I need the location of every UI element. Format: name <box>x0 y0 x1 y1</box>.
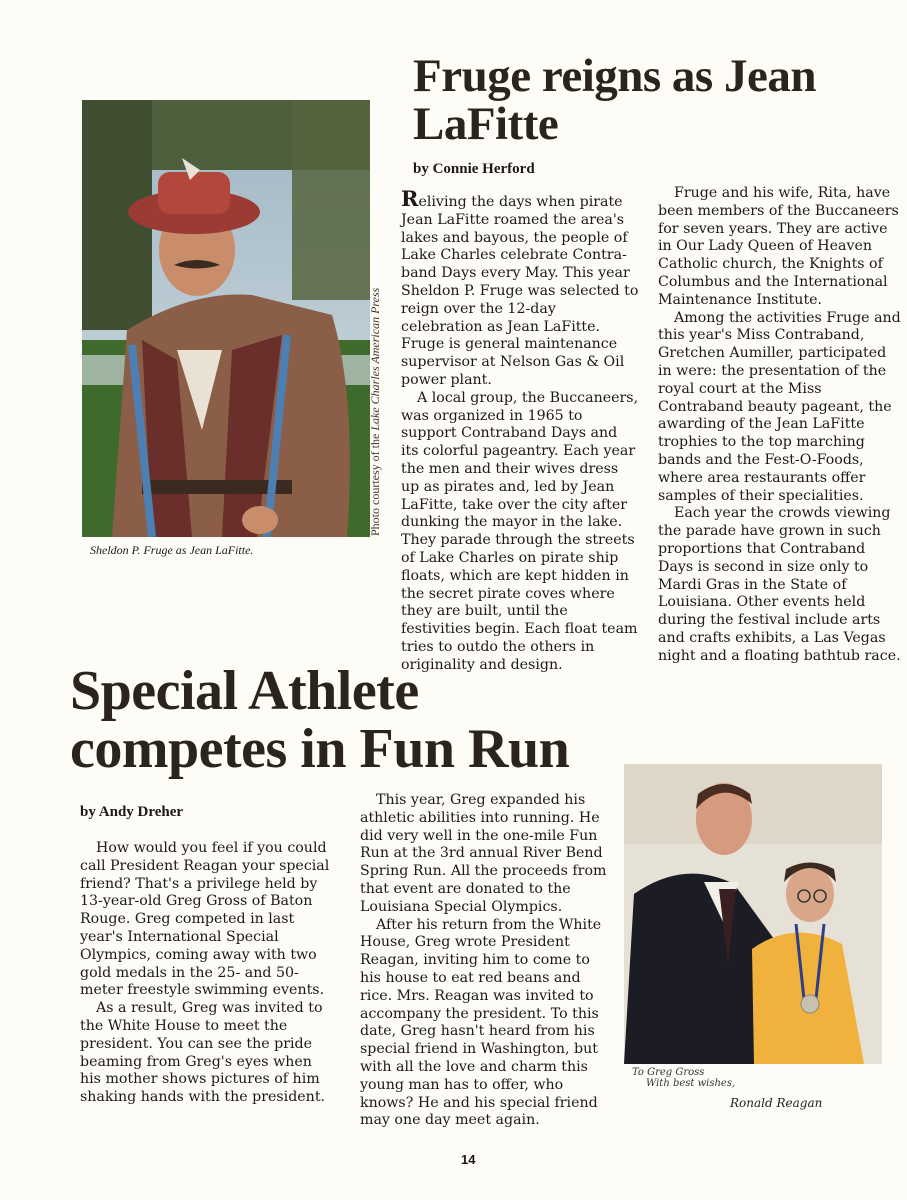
article1-headline: Fruge reigns as Jean LaFitte <box>413 50 816 150</box>
page-number: 14 <box>461 1152 476 1167</box>
photo-inscription <box>632 1067 752 1089</box>
inscription-line2: With best wishes, <box>646 1078 736 1089</box>
reagan-signature: Ronald Reagan <box>730 1096 823 1110</box>
article2-column1 <box>80 840 330 1107</box>
reagan-greg-photo <box>624 764 882 1064</box>
article1-column1 <box>401 186 639 675</box>
article1-paragraph: Among the activities Fruge and this year's Miss Contraband, Gretchen Aumiller, participated in were: the presentation of the royal court at the Miss Contraband beauty pageant, the awarding of the Jean LaFitte trophies to the top marching bands and the Fest-O-Foods, where area restaurants offer samples of their specialities. <box>658 309 901 504</box>
jean-lafitte-photo <box>82 100 370 537</box>
photo-credit-source: Lake Charles American Press <box>368 287 382 431</box>
article2-paragraph: This year, Greg expanded his athletic abilities into running. He did very well in the one-mile Fun Run at the 3rd annual River Bend Spring Run. All the proceeds from that event are donated to the Louisiana Special Olympics. <box>360 792 607 915</box>
article2-column2 <box>360 792 610 1130</box>
article1-paragraph-text: eliving the days when pirate Jean LaFitte roamed the area's lakes and bayous, the people of Lake Charles celebrate Contra-band Days every May. This year Sheldon P. Fruge was selected to reign over the 12-day celebration as Jean LaFitte. Fruge is general maintenance supervisor at Nelson Gas & Oil power plant. <box>401 194 639 388</box>
photo-credit <box>368 288 383 536</box>
article1-paragraph: Fruge and his wife, Rita, have been members of the Buccaneers for seven years. They are active in Our Lady Queen of Heaven Catholic church, the Knights of Columbus and the International Maintenance Institute. <box>658 185 899 308</box>
article2-paragraph: As a result, Greg was invited to the White House to meet the president. You can see the pride beaming from Greg's eyes when his mother shows pictures of him shaking hands with the president. <box>80 1000 326 1106</box>
article1-paragraph: Each year the crowds viewing the parade have grown in such proportions that Contraband Days is second in size only to Mardi Gras in the State of Louisiana. Other events held during the festival include arts and crafts exhibits, a Las Vegas night and a floating bathtub race. <box>658 505 901 664</box>
article2-byline: by Andy Dreher <box>80 804 184 820</box>
article2-headline: Special Athlete competes in Fun Run <box>70 660 570 780</box>
photo-caption: Sheldon P. Fruge as Jean LaFitte. <box>90 543 254 557</box>
article1-paragraph: A local group, the Buccaneers, was organized in 1965 to support Contraband Days and its colorful pageantry. Each year the men and their wives dress up as pirates and, led by Jean LaFitte, take over the city after dunking the mayor in the lake. They parade through the streets of Lake Charles on pirate ship floats, which are kept hidden in the secret pirate coves where they are built, until the festivities begin. Each float team tries to outdo the others in originality and design. <box>401 389 639 673</box>
inscription-line1: To Greg Gross <box>632 1067 705 1078</box>
article1-column2 <box>658 185 902 666</box>
article1-paragraph <box>401 186 639 390</box>
photo-credit-prefix: Photo courtesy of the <box>368 430 382 536</box>
article2-paragraph: After his return from the White House, Greg wrote President Reagan, inviting him to come to his house to eat red beans and rice. Mrs. Reagan was invited to accompany the president. To this date, Greg hasn't heard from his special friend in Washington, but with all the love and charm this young man has to offer, who knows? He and his special friend may one day meet again. <box>360 916 602 1129</box>
drop-cap: R <box>401 186 419 211</box>
article1-byline: by Connie Herford <box>413 161 535 177</box>
article2-paragraph: How would you feel if you could call President Reagan your special friend? That's a privilege held by 13-year-old Greg Gross of Baton Rouge. Greg competed in last year's International Special Olympics, coming away with two gold medals in the 25- and 50-meter freestyle swimming events. <box>80 840 330 999</box>
